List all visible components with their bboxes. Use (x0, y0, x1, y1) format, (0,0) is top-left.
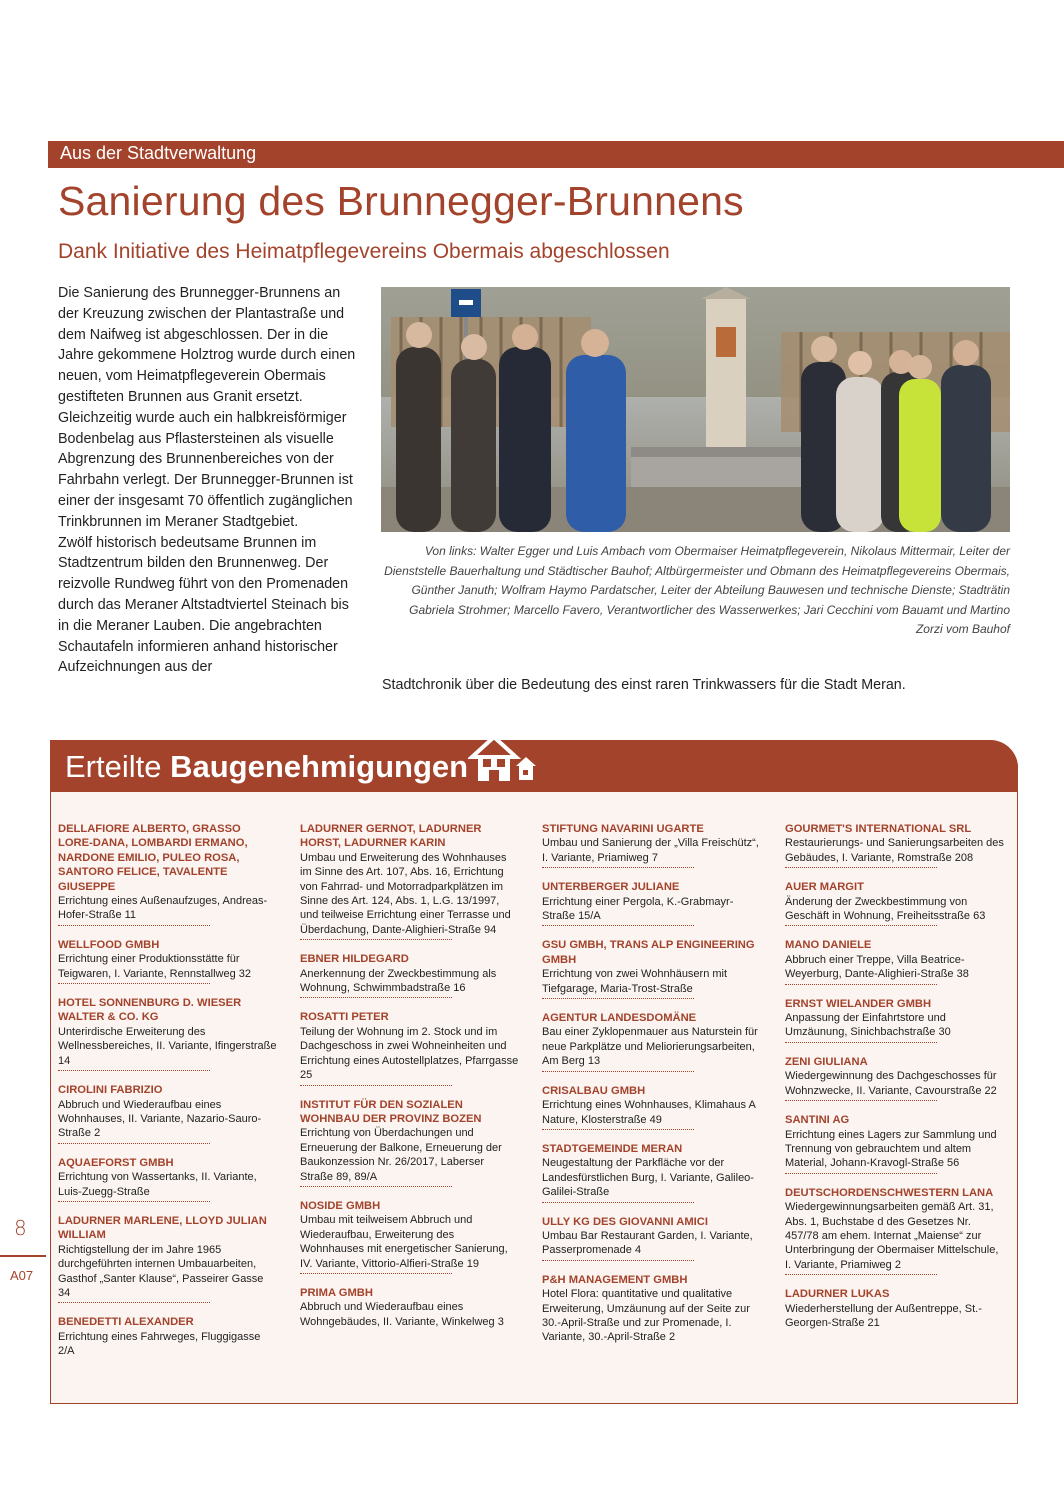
permit-entry (542, 938, 762, 999)
permit-description: Errichtung eines Wohnhauses, Klimahaus A Nature, Klosterstraße 49 (542, 1099, 756, 1126)
permit-description: Anpassung der Einfahrtstore und Umzäunung, Sinichbachstraße 30 (785, 1012, 951, 1039)
permit-separator (58, 925, 210, 926)
permit-applicant: LADURNER LUKAS (785, 1288, 890, 1301)
permit-applicant: AUER MARGIT (785, 881, 864, 894)
permit-applicant: MANO DANIELE (785, 939, 872, 952)
permit-applicant: DELLAFIORE ALBERTO, GRASSO LORE-DANA, LOMBARDI ERMANO, NARDONE EMILIO, PULEO ROSA, SANTORO FELICE, TAVALENTE GIUSEPPE (58, 823, 248, 893)
permit-entry (785, 1113, 1005, 1174)
permit-entry (542, 822, 762, 868)
permit-description: Anerkennung der Zweckbestimmung als Wohnung, Schwimmbadstraße 16 (300, 967, 497, 995)
permit-separator (785, 1274, 937, 1275)
group-photo (381, 287, 1010, 532)
house-icon (468, 733, 540, 785)
permit-applicant: GSU GMBH, TRANS ALP ENGINEERING GMBH (542, 939, 755, 966)
permit-entry (300, 1098, 520, 1187)
permit-separator (300, 1085, 452, 1086)
body-paragraph-1: Die Sanierung des Brunnegger-Brunnens an der Kreuzung zwischen der Plantastraße und dem Naifweg ist abgeschlossen. Der in die Jahre gekommene Holztrog wurde durch einen neuen, vom Heimatpflegeverein Obermais gestifteten Brunnen aus Granit ersetzt. Gleichzeitig wurde auch ein halbkreisförmiger Bodenbelag aus Pflastersteinen als visuelle Abgrenzung des Brunnenbereiches von der Fahrbahn verlegt. Der Brunnegger-Brunnen ist einer der insgesamt 70 öffentlich zugänglichen Trinkbrunnen im Meraner Stadtgebiet. (58, 285, 356, 530)
permit-entry (785, 1186, 1005, 1275)
permit-description: Richtigstellung der im Jahre 1965 durchgeführten internen Umbauarbeiten, Gasthof „Santer Klause“, Passeirer Gasse 34 (58, 1243, 264, 1299)
permits-column-2 (300, 822, 520, 1341)
permit-separator (542, 925, 694, 926)
photo-caption: Von links: Walter Egger und Luis Ambach vom Obermaiser Heimatpflegeverein, Nikolaus Mittermair, Leiter der Dienststelle Bauerhaltung und Städtischer Bauhof; Altbürgermeister und Obmann des Heimatpflegevereins Obermais, Günther Januth; Wolfram Haymo Pardatscher, Leiter der Abteilung Bauwesen und technische Dienste; Stadträtin Gabriela Strohmer; Marcello Favero, Verantwortlicher des Wasserwerkes; Jari Cecchini vom Bauamt und Martino Zorzi vom Bauhof (384, 544, 1010, 636)
permit-applicant: AGENTUR LANDESDOMÄNE (542, 1012, 697, 1025)
permit-description: Bau einer Zyklopenmauer aus Naturstein für neue Parkplätze und Meliorierungsarbeiten, Am Berg 13 (542, 1026, 758, 1068)
permit-description: Neugestaltung der Parkfläche vor der Landesfürstlichen Burg, I. Variante, Galileo-Galilei-Straße (542, 1157, 754, 1199)
permit-applicant: CIROLINI FABRIZIO (58, 1084, 163, 1097)
permit-entry (785, 1055, 1005, 1101)
permit-description: Änderung der Zweckbestimmung von Geschäft in Wohnung, Freiheitsstraße 63 (785, 895, 986, 923)
permit-entry (542, 1011, 762, 1072)
permit-entry (58, 1315, 278, 1358)
permit-description: Unterirdische Erweiterung des Wellnessbereiches, II. Variante, Ifingerstraße 14 (58, 1025, 277, 1067)
permit-entry (58, 996, 278, 1071)
permit-entry (542, 1273, 762, 1345)
permit-applicant: AQUAEFORST GMBH (58, 1156, 174, 1169)
permit-description: Errichtung von Überdachungen und Erneuerung der Balkone, Erneuerung der Baukonzession Nr. 26/2017, Laberser Straße 89, 89/A (300, 1127, 502, 1183)
permit-separator (58, 1201, 210, 1202)
permit-separator (58, 1143, 210, 1144)
article-headline: Sanierung des Brunnegger-Brunnens (58, 178, 744, 224)
permit-applicant: ERNST WIELANDER GMBH (785, 997, 932, 1010)
page-code: A07 (10, 1268, 34, 1283)
permit-entry (300, 952, 520, 998)
page-rule (0, 1255, 46, 1257)
permit-entry (300, 1199, 520, 1274)
permits-title-bold: Baugenehmigungen (170, 749, 469, 784)
permit-applicant: EBNER HILDEGARD (300, 953, 409, 966)
permit-applicant: UNTERBERGER JULIANE (542, 881, 680, 894)
permit-entry (58, 822, 278, 926)
permit-entry (58, 938, 278, 984)
permit-description: Umbau Bar Restaurant Garden, I. Variante, Passerpromenade 4 (542, 1229, 753, 1257)
permit-applicant: SANTINI AG (785, 1114, 850, 1127)
permit-separator (58, 1302, 210, 1303)
permit-separator (785, 1100, 937, 1101)
permit-description: Restaurierungs- und Sanierungsarbeiten des Gebäudes, I. Variante, Romstraße 208 (785, 837, 1004, 864)
article-subheadline: Dank Initiative des Heimatpflegevereins Obermais abgeschlossen (58, 240, 670, 263)
permit-applicant: INSTITUT FÜR DEN SOZIALEN WOHNBAU DER PROVINZ BOZEN (300, 1098, 482, 1125)
permit-description: Wiederherstellung der Außentreppe, St.-Georgen-Straße 21 (785, 1302, 982, 1329)
permit-description: Umbau und Erweiterung des Wohnhauses im Sinne des Art. 107, Abs. 16, Errichtung von Fahrrad- und Motorradparkplätzen im Sinne des Art. 124, Abs. 1, L.G. 13/1997, und teilweise Errichtung einer Terrasse und Überdachung, Dante-Alighieri-Straße 94 (300, 851, 511, 936)
permit-applicant: DEUTSCHORDENSCHWESTERN LANA (785, 1186, 994, 1199)
page-number: 8 (14, 1216, 27, 1240)
permit-description: Errichtung von zwei Wohnhäusern mit Tiefgarage, Maria-Trost-Straße (542, 968, 728, 995)
article-continuation: Stadtchronik über die Bedeutung des einst raren Trinkwassers für die Stadt Meran. (382, 677, 906, 693)
permit-entry (785, 822, 1005, 868)
permit-applicant: PRIMA GMBH (300, 1286, 373, 1299)
article-body (58, 283, 363, 678)
permit-description: Wiedergewinnung des Dachgeschosses für Wohnzwecke, II. Variante, Cavourstraße 22 (785, 1070, 997, 1097)
permit-entry (785, 938, 1005, 984)
permit-separator (785, 984, 937, 985)
permits-header (50, 740, 1018, 792)
permit-applicant: NOSIDE GMBH (300, 1199, 381, 1212)
permit-applicant: BENEDETTI ALEXANDER (58, 1316, 194, 1329)
permit-entry (300, 1010, 520, 1085)
permit-separator (542, 1202, 694, 1203)
section-label: Aus der Stadtverwaltung (60, 143, 257, 163)
permit-separator (542, 1129, 694, 1130)
permit-entry (300, 822, 520, 940)
permit-description: Teilung der Wohnung im 2. Stock und im Dachgeschoss in zwei Wohneinheiten und Errichtung eines Autostellplatzes, Pfarrgasse 25 (300, 1025, 519, 1082)
permit-description: Errichtung eines Fahrweges, Fluggigasse 2/A (58, 1330, 261, 1358)
permits-title (65, 749, 468, 785)
permit-description: Errichtung einer Pergola, K.-Grabmayr-Straße 15/A (542, 895, 734, 923)
body-paragraph-2: Zwölf historisch bedeutsame Brunnen im Stadtzentrum bilden den Brunnenweg. Der reizvolle Rundweg führt von den Promenaden durch das Meraner Altstadtviertel Steinach bis in die Meraner Lauben. Die angebrachten Schautafeln informieren anhand historischer Aufzeichnungen aus der (58, 534, 349, 676)
permit-description: Errichtung von Wassertanks, II. Variante, Luis-Zuegg-Straße (58, 1171, 257, 1198)
permit-separator (785, 867, 937, 868)
permit-separator (300, 1186, 452, 1187)
permit-description: Wiedergewinnungsarbeiten gemäß Art. 31, Abs. 1, Buchstabe d des Gesetzes Nr. 457/78 am ehem. Internat „Maiense“ zur Unterbringung der Obermaiser Mittelschule, I. Variante, Priamiweg 2 (785, 1201, 999, 1271)
permit-description: Abbruch und Wiederaufbau eines Wohnhauses, II. Variante, Nazario-Sauro-Straße 2 (58, 1098, 262, 1140)
permit-description: Abbruch einer Treppe, Villa Beatrice-Weyerburg, Dante-Alighieri-Straße 38 (785, 953, 969, 981)
permit-entry (542, 1084, 762, 1130)
permit-entry (542, 880, 762, 926)
permit-separator (300, 997, 452, 998)
permit-separator (300, 1273, 452, 1274)
permit-entry (300, 1286, 520, 1329)
permits-column-4 (785, 822, 1005, 1342)
permit-applicant: CRISALBAU GMBH (542, 1084, 646, 1097)
permit-applicant: ULLY KG DES GIOVANNI AMICI (542, 1215, 708, 1228)
permit-applicant: LADURNER MARLENE, LLOYD JULIAN WILLIAM (58, 1214, 267, 1242)
permit-entry (58, 1156, 278, 1202)
permit-separator (542, 998, 694, 999)
permit-applicant: STIFTUNG NAVARINI UGARTE (542, 823, 704, 835)
permit-applicant: HOTEL SONNENBURG D. WIESER WALTER & CO. KG (58, 997, 242, 1024)
permits-column-1 (58, 822, 278, 1371)
permit-entry (58, 1214, 278, 1303)
permits-title-light: Erteilte (65, 749, 171, 784)
permit-applicant: ZENI GIULIANA (785, 1055, 868, 1068)
permit-description: Umbau und Sanierung der „Villa Freischütz“, I. Variante, Priamiweg 7 (542, 837, 759, 864)
permits-column-3 (542, 822, 762, 1357)
permit-applicant: STADTGEMEINDE MERAN (542, 1142, 683, 1155)
permit-entry (542, 1142, 762, 1203)
permit-description: Errichtung einer Produktionsstätte für Teigwaren, I. Variante, Rennstallweg 32 (58, 953, 252, 980)
permit-separator (542, 867, 694, 868)
permit-description: Umbau mit teilweisem Abbruch und Wiederaufbau, Erweiterung des Wohnhauses mit energetischer Sanierung, IV. Variante, Vittorio-Alfieri-Straße 19 (300, 1214, 508, 1270)
permit-entry (542, 1215, 762, 1261)
permit-applicant: LADURNER GERNOT, LADURNER HORST, LADURNER KARIN (300, 823, 482, 850)
permit-separator (785, 1042, 937, 1043)
section-bar (48, 141, 1064, 168)
permit-entry (785, 880, 1005, 926)
permit-separator (785, 1173, 937, 1174)
permit-separator (542, 1260, 694, 1261)
permit-applicant: P&H MANAGEMENT GMBH (542, 1273, 688, 1286)
permit-entry (58, 1083, 278, 1144)
permit-description: Errichtung eines Außenaufzuges, Andreas-Hofer-Straße 11 (58, 895, 268, 922)
permit-separator (58, 983, 210, 984)
permit-separator (542, 1071, 694, 1072)
permit-applicant: GOURMET'S INTERNATIONAL SRL (785, 823, 972, 835)
permit-entry (785, 1287, 1005, 1330)
permit-applicant: ROSATTI PETER (300, 1011, 389, 1024)
permit-description: Hotel Flora: quantitative und qualitative Erweiterung, Umzäunung auf der Seite zur 30.-April-Straße und zur Promenade, I. Variante, 30.-April-Straße 2 (542, 1288, 750, 1344)
permit-description: Errichtung eines Lagers zur Sammlung und Trennung von gebrauchtem und altem Material, Johann-Kravogl-Straße 56 (785, 1128, 997, 1170)
permit-separator (300, 939, 452, 940)
permit-description: Abbruch und Wiederaufbau eines Wohngebäudes, II. Variante, Winkelweg 3 (300, 1301, 504, 1328)
permit-separator (58, 1070, 210, 1071)
permit-separator (785, 925, 937, 926)
permit-entry (785, 997, 1005, 1043)
permit-applicant: WELLFOOD GMBH (58, 938, 160, 951)
